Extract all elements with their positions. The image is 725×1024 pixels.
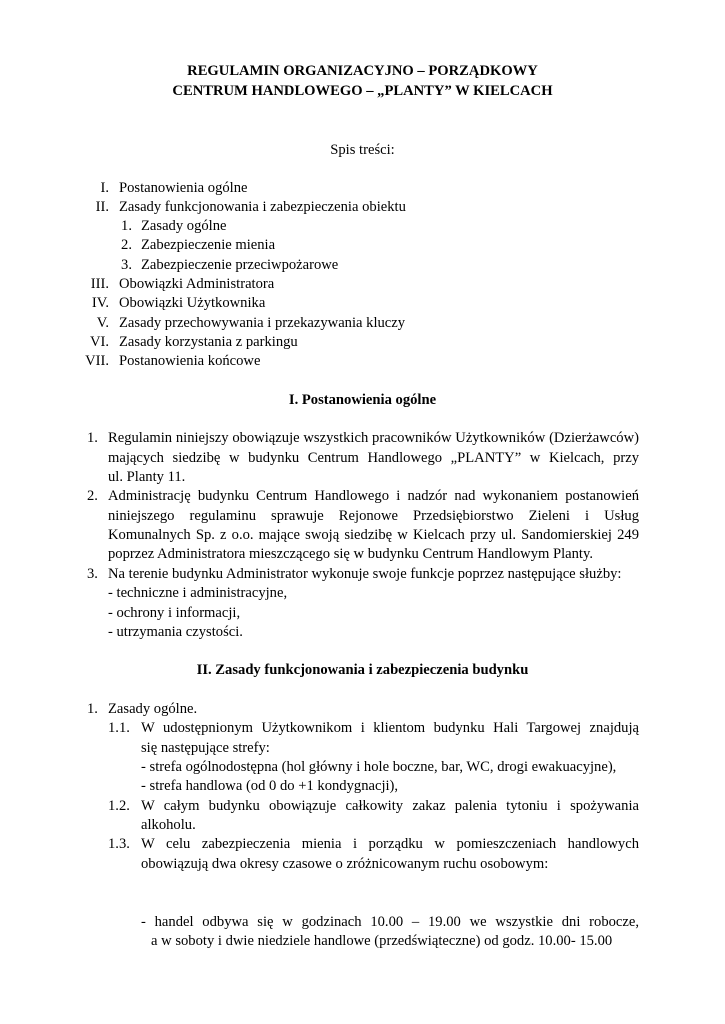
- document-title-line-2: CENTRUM HANDLOWEGO – „PLANTY” W KIELCACH: [172, 83, 553, 99]
- paragraph-line: Zasady ogólne.: [108, 701, 198, 717]
- toc-item-number: V.: [96, 315, 109, 331]
- service-list-item: - utrzymania czystości.: [108, 624, 243, 640]
- toc-item-number: IV.: [91, 295, 109, 311]
- toc-item-label: Obowiązki Administratora: [119, 276, 275, 292]
- document-title-line-1: REGULAMIN ORGANIZACYJNO – PORZĄDKOWY: [187, 63, 538, 79]
- paragraph-line: W całym budynku obowiązuje całkowity zakaz palenia tytoniu i spożywania: [141, 798, 639, 814]
- toc-item-number: III.: [90, 276, 109, 292]
- toc-subitem-label: Zabezpieczenie mienia: [141, 237, 276, 253]
- paragraph-line: mających siedzibę w budynku Centrum Handlowego „PLANTY” w Kielcach, przy: [108, 450, 639, 466]
- paragraph-line: Na terenie budynku Administrator wykonuje swoje funkcje poprzez następujące służby:: [108, 566, 622, 582]
- paragraph-number: 3.: [87, 566, 98, 582]
- toc-item-number: VII.: [85, 353, 109, 369]
- toc-item-label: Obowiązki Użytkownika: [119, 295, 266, 311]
- paragraph-line: W udostępnionym Użytkownikom i klientom budynku Hali Targowej znajdują: [141, 720, 639, 736]
- toc-heading: Spis treści:: [330, 142, 395, 158]
- toc-item-label: Postanowienia końcowe: [119, 353, 261, 369]
- toc-item-label: Postanowienia ogólne: [119, 180, 248, 196]
- paragraph-line: Administrację budynku Centrum Handlowego i nadzór nad wykonaniem postanowień: [108, 488, 639, 504]
- paragraph-line: Komunalnych Sp. z o.o. mające swoją siedzibę w Kielcach przy ul. Sandomierskiej 249: [108, 527, 639, 543]
- paragraph-number: 1.: [87, 701, 98, 717]
- toc-subitem-number: 2.: [121, 237, 132, 253]
- paragraph-line: W celu zabezpieczenia mienia i porządku w pomieszczeniach handlowych: [141, 836, 639, 852]
- paragraph-line: się następujące strefy:: [141, 740, 270, 756]
- zone-list-item: - strefa ogólnodostępna (hol główny i hole boczne, bar, WC, drogi ewakuacyjne),: [141, 759, 617, 775]
- toc-item-label: Zasady przechowywania i przekazywania kluczy: [119, 315, 406, 331]
- subparagraph-number: 1.2.: [108, 798, 130, 814]
- service-list-item: - techniczne i administracyjne,: [108, 585, 288, 601]
- toc-subitem-label: Zasady ogólne: [141, 218, 227, 234]
- subparagraph-number: 1.1.: [108, 720, 130, 736]
- trading-hours-line: - handel odbywa się w godzinach 10.00 – 19.00 we wszystkie dni robocze,: [141, 914, 639, 930]
- paragraph-line: obowiązują dwa okresy czasowe o zróżnicowanym ruchu osobowym:: [141, 856, 549, 872]
- paragraph-line: alkoholu.: [141, 817, 196, 833]
- subparagraph-number: 1.3.: [108, 836, 130, 852]
- section-1-heading: I. Postanowienia ogólne: [288, 392, 437, 408]
- toc-item-number: II.: [95, 199, 109, 215]
- toc-item-number: VI.: [89, 334, 109, 350]
- paragraph-number: 2.: [87, 488, 98, 504]
- paragraph-line: poprzez Administratora mieszczącego się w budynku Centrum Handlowym Planty.: [108, 546, 593, 562]
- zone-list-item: - strefa handlowa (od 0 do +1 kondygnacji),: [141, 778, 399, 794]
- section-2-heading: II. Zasady funkcjonowania i zabezpieczenia budynku: [196, 662, 529, 678]
- toc-subitem-number: 1.: [121, 218, 132, 234]
- toc-subitem-number: 3.: [121, 257, 132, 273]
- paragraph-line: Regulamin niniejszy obowiązuje wszystkich pracowników Użytkowników (Dzierżawców): [108, 430, 639, 446]
- toc-subitem-label: Zabezpieczenie przeciwpożarowe: [141, 257, 339, 273]
- toc-item-label: Zasady korzystania z parkingu: [119, 334, 298, 350]
- paragraph-number: 1.: [87, 430, 98, 446]
- service-list-item: - ochrony i informacji,: [108, 605, 241, 621]
- paragraph-line: niniejszego regulaminu sprawuje Rejonowe Przedsiębiorstwo Zieleni i Usług: [108, 508, 639, 524]
- paragraph-line: ul. Planty 11.: [108, 469, 186, 485]
- toc-item-number: I.: [100, 180, 109, 196]
- trading-hours-line: a w soboty i dwie niedziele handlowe (przedświąteczne) od godz. 10.00- 15.00: [151, 933, 613, 949]
- toc-item-label: Zasady funkcjonowania i zabezpieczenia obiektu: [119, 199, 406, 215]
